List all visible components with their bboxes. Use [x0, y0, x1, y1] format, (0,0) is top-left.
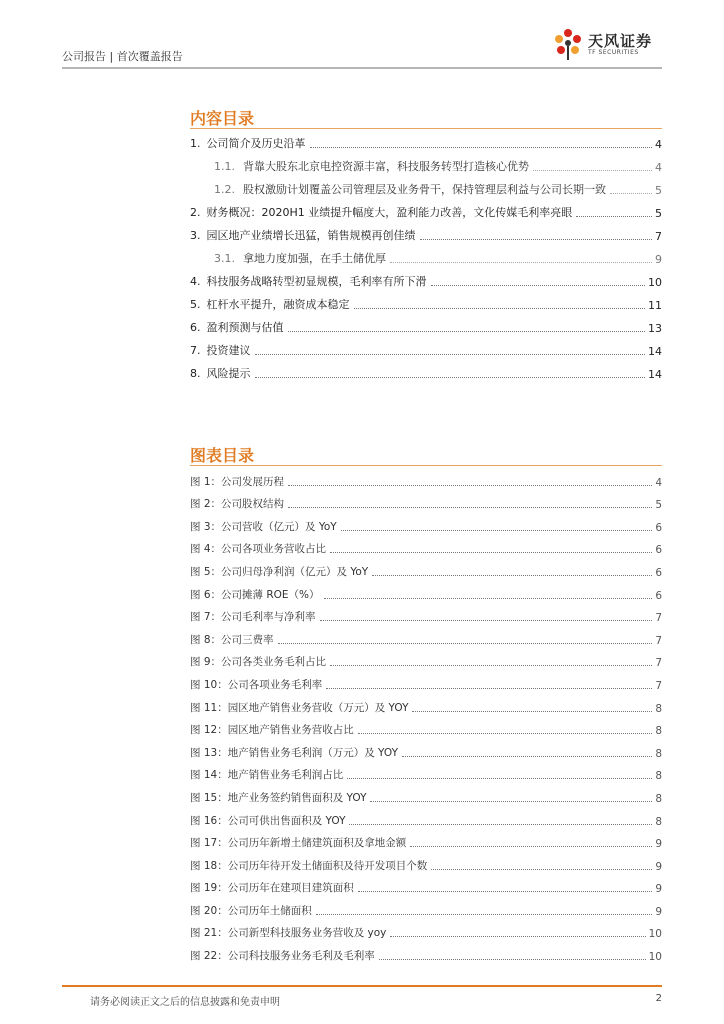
- figure-entry-page: 8: [655, 792, 662, 805]
- toc-entry-label: [214, 250, 388, 266]
- leader-dots: [288, 484, 652, 486]
- toc-entry-text: 杠杆水平提升，融资成本稳定: [206, 298, 350, 311]
- figure-entry-label: 图 1：公司发展历程: [190, 475, 285, 488]
- figure-entry-label: 图 21：公司新型科技服务业务营收及 yoy: [190, 927, 387, 940]
- toc-entry-page: 4: [655, 161, 662, 174]
- figure-entry-page: 9: [655, 883, 662, 896]
- toc-entry-text: 股权激励计划覆盖公司管理层及业务骨干，保持管理层利益与公司长期一致: [243, 183, 606, 196]
- leader-dots: [326, 687, 652, 689]
- figure-entry-label: 图 17：公司历年新增土储建筑面积及拿地金额: [190, 837, 407, 850]
- figure-entry-page: 9: [655, 838, 662, 851]
- figure-entry-page: 6: [655, 589, 662, 602]
- figure-entry[interactable]: [190, 918, 662, 941]
- toc-entry-number: 7.: [190, 344, 201, 357]
- figure-entry-label: 图 8：公司三费率: [190, 633, 274, 646]
- leader-dots: [402, 755, 652, 757]
- leader-dots: [370, 800, 652, 802]
- figure-entry-page: 7: [655, 679, 662, 692]
- figure-entry-label: 图 13：地产销售业务毛利润（万元）及 YOY: [190, 746, 398, 759]
- figure-entry[interactable]: [190, 873, 662, 896]
- leader-dots: [354, 307, 646, 309]
- flower-logo-icon: [550, 26, 586, 62]
- figure-entry[interactable]: [190, 489, 662, 512]
- figure-entry[interactable]: [190, 715, 662, 738]
- figure-entry[interactable]: [190, 850, 662, 873]
- figure-entry[interactable]: [190, 466, 662, 489]
- figure-entry-page: 8: [655, 747, 662, 760]
- figure-entry[interactable]: [190, 556, 662, 579]
- page-footer: [62, 985, 662, 1008]
- leader-dots: [410, 845, 652, 847]
- leader-dots: [310, 146, 653, 148]
- figure-entry-page: 6: [655, 544, 662, 557]
- leader-dots: [610, 192, 652, 194]
- figure-entry-page: 9: [655, 905, 662, 918]
- toc-entry-page: 5: [655, 207, 662, 220]
- figure-entry[interactable]: [190, 534, 662, 557]
- figure-entry-label: 图 18：公司历年待开发土储面积及待开发项目个数: [190, 859, 428, 872]
- toc-entry-number: 5.: [190, 298, 201, 311]
- toc-entry-label: [214, 181, 608, 197]
- figure-entry[interactable]: [190, 828, 662, 851]
- figure-entry-label: 图 19：公司历年在建项目建筑面积: [190, 882, 354, 895]
- figure-entry[interactable]: [190, 669, 662, 692]
- breadcrumb: 公司报告 | 首次覆盖报告: [62, 50, 183, 63]
- toc-entry[interactable]: [190, 312, 662, 335]
- figure-entry-page: 7: [655, 657, 662, 670]
- figure-entry[interactable]: [190, 760, 662, 783]
- toc-entry-text: 公司简介及历史沿革: [206, 137, 306, 150]
- figures-title: 图表目录: [190, 446, 255, 465]
- figure-entry-page: 7: [655, 634, 662, 647]
- leader-dots: [372, 574, 652, 576]
- leader-dots: [288, 330, 646, 332]
- toc-title: 内容目录: [190, 109, 255, 128]
- toc-entry[interactable]: [190, 266, 662, 289]
- toc-entry-text: 财务概况：2020H1 业绩提升幅度大，盈利能力改善，文化传媒毛利率亮眼: [206, 206, 573, 219]
- disclaimer-note: 请务必阅读正文之后的信息披露和免责申明: [90, 997, 280, 1008]
- leader-dots: [330, 664, 652, 666]
- company-logo: [548, 26, 658, 62]
- leader-dots: [390, 935, 645, 937]
- figure-entry-label: 图 3：公司营收（亿元）及 YoY: [190, 520, 337, 533]
- toc-entry-text: 拿地力度加强，在手土储优厚: [243, 252, 386, 265]
- toc-entry-label: [190, 296, 352, 312]
- leader-dots: [390, 261, 652, 263]
- toc-entry-label: [214, 158, 531, 174]
- toc-entry[interactable]: [190, 128, 662, 151]
- toc-entry[interactable]: [190, 289, 662, 312]
- figure-entry[interactable]: [190, 737, 662, 760]
- figure-entry[interactable]: [190, 692, 662, 715]
- toc-entry-page: 9: [655, 253, 662, 266]
- toc-entry[interactable]: [190, 358, 662, 381]
- leader-dots: [349, 823, 652, 825]
- figure-entry-label: 图 20：公司历年土储面积: [190, 904, 312, 917]
- figure-entry-page: 9: [655, 860, 662, 873]
- toc-entry-number: 1.2.: [214, 183, 235, 196]
- toc-entry-page: 7: [655, 230, 662, 243]
- figure-entry-label: 图 6：公司摊薄 ROE（%）: [190, 588, 320, 601]
- toc-entry-label: [190, 227, 418, 243]
- figure-entry-label: 图 11：园区地产销售业务营收（万元）及 YOY: [190, 701, 409, 714]
- toc-entry-label: [190, 204, 574, 220]
- leader-dots: [347, 777, 652, 779]
- figure-entry-page: 6: [655, 521, 662, 534]
- toc-entry-number: 3.: [190, 229, 201, 242]
- leader-dots: [255, 376, 646, 378]
- toc-entry-label: [190, 365, 253, 381]
- toc-entry[interactable]: [190, 243, 662, 266]
- figure-entry-label: 图 14：地产销售业务毛利润占比: [190, 769, 344, 782]
- figure-entry-label: 图 16：公司可供出售面积及 YOY: [190, 814, 346, 827]
- logo-name: 天风证券: [588, 32, 653, 50]
- header-divider: [62, 67, 662, 69]
- leader-dots: [576, 215, 652, 217]
- leader-dots: [316, 913, 653, 915]
- figure-entry-page: 10: [648, 928, 662, 941]
- figure-entry-label: 图 7：公司毛利率与净利率: [190, 611, 316, 624]
- leader-dots: [330, 551, 652, 553]
- footer-divider: [62, 985, 662, 987]
- toc-entry[interactable]: [190, 335, 662, 358]
- toc-entry[interactable]: [190, 220, 662, 243]
- toc-entry[interactable]: [190, 197, 662, 220]
- leader-dots: [288, 506, 652, 508]
- logo-subtitle: TF SECURITIES: [588, 49, 639, 56]
- toc-entry-text: 园区地产业绩增长迅猛，销售规模再创佳绩: [206, 229, 416, 242]
- toc-entry[interactable]: [190, 151, 662, 174]
- figure-entry[interactable]: [190, 579, 662, 602]
- toc-entry-number: 1.1.: [214, 160, 235, 173]
- leader-dots: [431, 868, 652, 870]
- toc-entry-page: 13: [648, 322, 662, 335]
- leader-dots: [412, 710, 652, 712]
- toc-entry-label: [190, 319, 286, 335]
- toc-entry-label: [190, 135, 308, 151]
- figure-entry-label: 图 2：公司股权结构: [190, 498, 285, 511]
- figure-entry-page: 7: [655, 612, 662, 625]
- toc-list: [190, 128, 662, 381]
- figure-entry-page: 8: [655, 725, 662, 738]
- toc-entry-text: 盈利预测与估值: [206, 321, 284, 334]
- leader-dots: [341, 529, 653, 531]
- toc-entry-number: 1.: [190, 137, 201, 150]
- figure-entry[interactable]: [190, 895, 662, 918]
- toc-entry-number: 3.1.: [214, 252, 235, 265]
- figure-entry-label: 图 9：公司各类业务毛利占比: [190, 656, 327, 669]
- figure-entry[interactable]: [190, 805, 662, 828]
- figure-entry-label: 图 12：园区地产销售业务营收占比: [190, 724, 354, 737]
- figure-entry-page: 5: [655, 499, 662, 512]
- leader-dots: [420, 238, 653, 240]
- figure-entry[interactable]: [190, 940, 662, 963]
- figure-entry-label: 图 4：公司各项业务营收占比: [190, 543, 327, 556]
- leader-dots: [379, 958, 646, 960]
- figure-entry-page: 8: [655, 770, 662, 783]
- toc-entry-page: 4: [655, 138, 662, 151]
- leader-dots: [533, 169, 652, 171]
- page-number: 2: [655, 993, 662, 1004]
- toc-entry-page: 11: [648, 299, 662, 312]
- toc-entry-text: 科技服务战略转型初显规模，毛利率有所下滑: [206, 275, 427, 288]
- leader-dots: [358, 890, 653, 892]
- toc-entry-page: 10: [648, 276, 662, 289]
- toc-entry-label: [190, 273, 429, 289]
- leader-dots: [358, 732, 653, 734]
- figure-entry-page: 8: [655, 702, 662, 715]
- figure-entry[interactable]: [190, 782, 662, 805]
- figure-entry-label: 图 5：公司归母净利润（亿元）及 YoY: [190, 565, 369, 578]
- toc-entry-page: 14: [648, 345, 662, 358]
- figure-entry-label: 图 10：公司各项业务毛利率: [190, 678, 323, 691]
- figure-entry-page: 10: [648, 951, 662, 964]
- leader-dots: [278, 642, 653, 644]
- figure-entry-page: 4: [655, 476, 662, 489]
- figures-list: [190, 466, 662, 963]
- figure-entry[interactable]: [190, 647, 662, 670]
- page-header: [62, 26, 662, 70]
- toc-entry-page: 5: [655, 184, 662, 197]
- toc-entry-text: 背靠大股东北京电控资源丰富，科技服务转型打造核心优势: [243, 160, 529, 173]
- leader-dots: [324, 597, 653, 599]
- leader-dots: [320, 619, 653, 621]
- figure-entry-label: 图 15：地产业务签约销售面积及 YOY: [190, 791, 367, 804]
- figure-entry[interactable]: [190, 602, 662, 625]
- figure-entry-label: 图 22：公司科技服务业务毛利及毛利率: [190, 950, 375, 963]
- toc-entry-text: 投资建议: [206, 344, 251, 357]
- toc-entry-number: 4.: [190, 275, 201, 288]
- figure-entry[interactable]: [190, 511, 662, 534]
- toc-entry-number: 6.: [190, 321, 201, 334]
- toc-entry-number: 2.: [190, 206, 201, 219]
- toc-entry-text: 风险提示: [206, 367, 251, 380]
- toc-entry-label: [190, 342, 253, 358]
- toc-entry-page: 14: [648, 368, 662, 381]
- leader-dots: [431, 284, 646, 286]
- toc-entry-number: 8.: [190, 367, 201, 380]
- leader-dots: [255, 353, 646, 355]
- toc-entry[interactable]: [190, 174, 662, 197]
- figure-entry[interactable]: [190, 624, 662, 647]
- figure-entry-page: 8: [655, 815, 662, 828]
- figure-entry-page: 6: [655, 566, 662, 579]
